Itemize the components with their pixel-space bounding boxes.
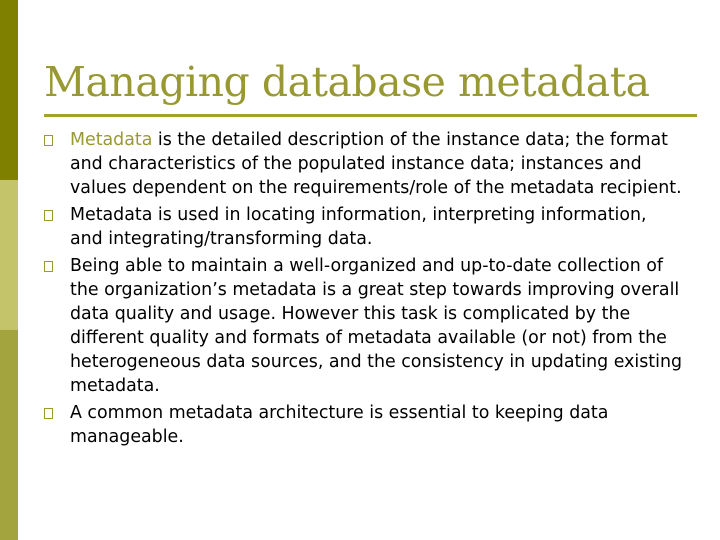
square-bullet-icon	[44, 210, 53, 221]
square-bullet-icon	[44, 135, 53, 146]
bullet-text: A common metadata architecture is essential to keeping data manageable.	[70, 403, 609, 447]
bullet-item	[44, 254, 684, 398]
slide-title: Managing database metadata	[44, 58, 650, 106]
title-underline	[44, 114, 697, 117]
bullet-list	[44, 128, 684, 452]
left-accent-bar-top	[0, 0, 18, 180]
highlight-term: Metadata	[70, 130, 153, 150]
bullet-item	[44, 128, 684, 200]
square-bullet-icon	[44, 408, 53, 419]
bullet-text: Being able to maintain a well-organized and up-to-date collection of the organization’s metadata is a great step towards improving overall data quality and usage. However this task is complicated by the different quality and formats of metadata available (or not) from the heterogeneous data sources, and the consistency in updating existing metadata.	[70, 256, 683, 396]
bullet-text: is the detailed description of the instance data; the format and characteristics of the populated instance data; instances and values dependent on the requirements/role of the metadata recipient.	[70, 130, 682, 198]
bullet-item	[44, 401, 684, 449]
square-bullet-icon	[44, 261, 53, 272]
left-accent-bar-middle	[0, 180, 18, 330]
bullet-item	[44, 203, 684, 251]
left-accent-bar-bottom	[0, 330, 18, 540]
bullet-text: Metadata is used in locating information, interpreting information, and integrating/transforming data.	[70, 205, 647, 249]
